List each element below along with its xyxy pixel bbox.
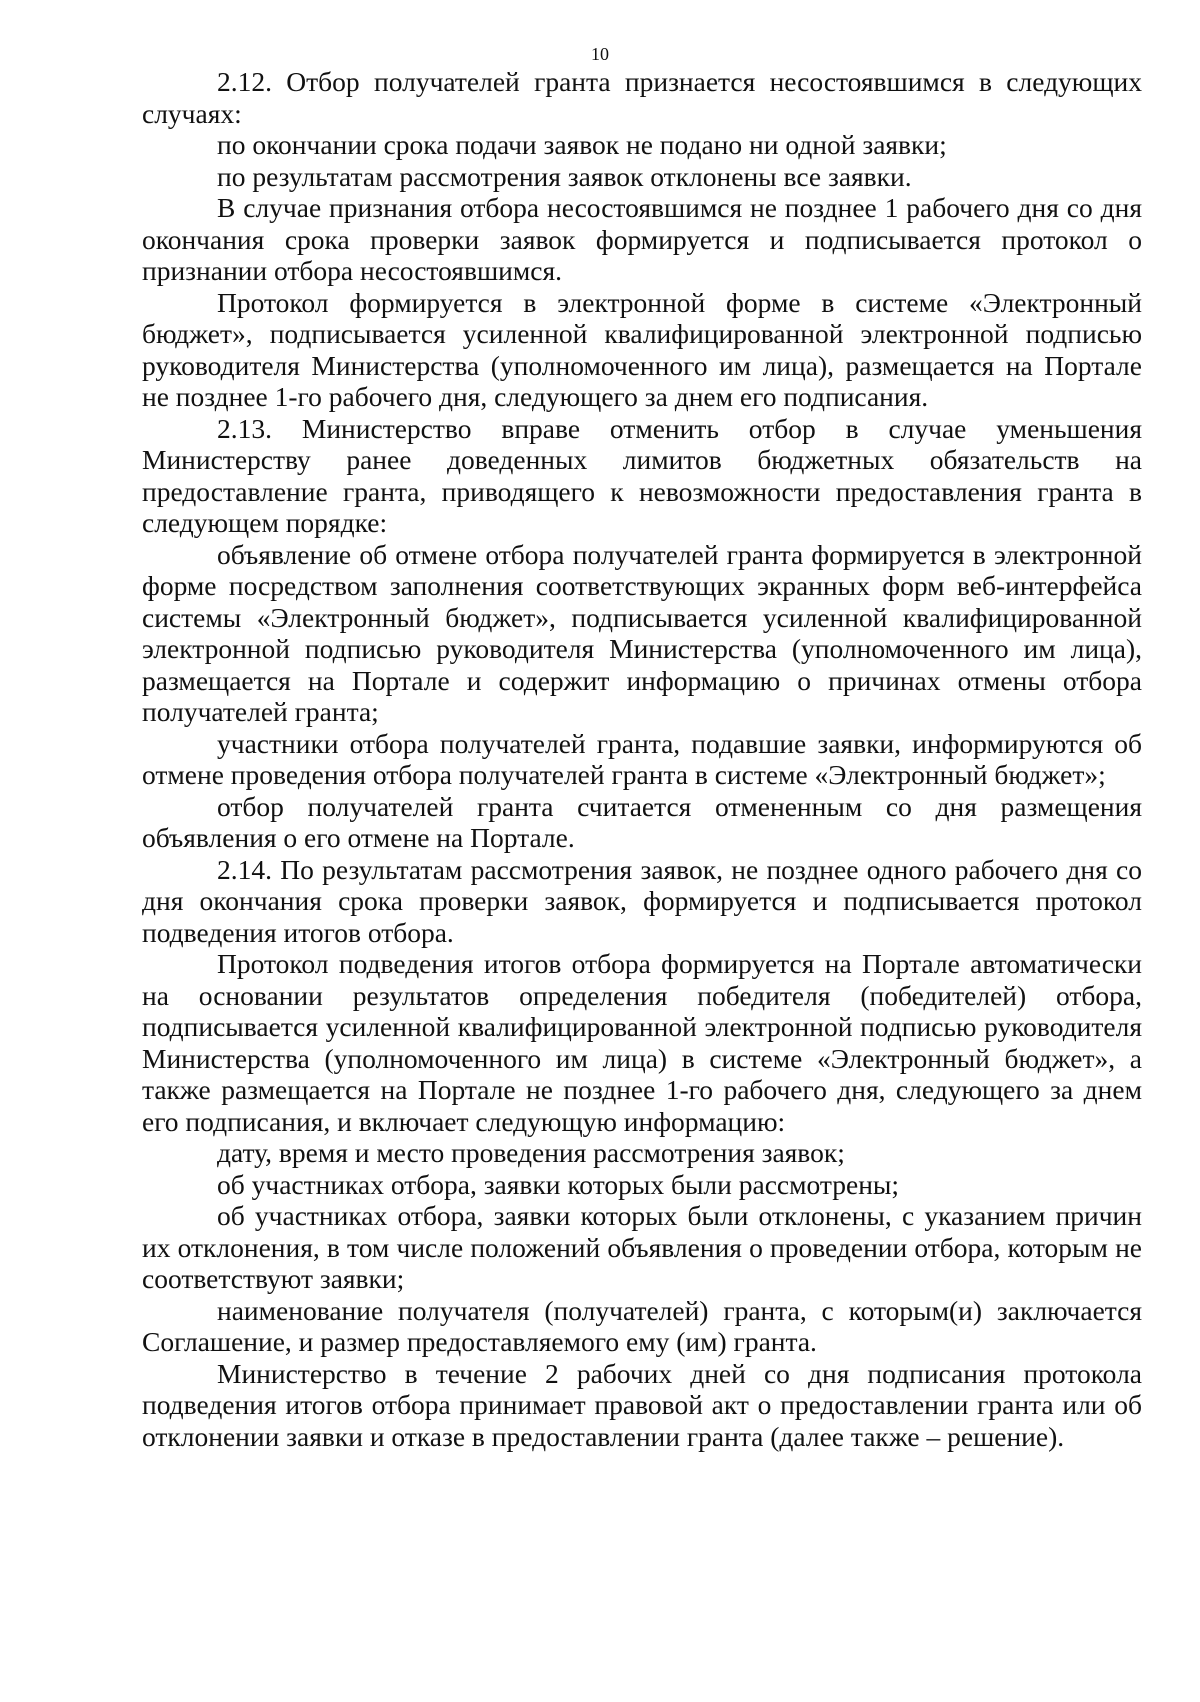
document-body — [142, 66, 1142, 1452]
paragraph-info-date-time: дату, время и место проведения рассмотрения заявок; — [217, 1137, 845, 1168]
paragraph-no-applications: по окончании срока подачи заявок не подано ни одной заявки; — [217, 129, 947, 160]
paragraph-all-rejected: по результатам рассмотрения заявок отклонены все заявки. — [217, 160, 912, 192]
paragraph-info-reviewed: об участниках отбора, заявки которых были рассмотрены; — [217, 1168, 900, 1200]
paragraph-protocol-electronic: Протокол формируется в электронной форме в системе «Электронный бюджет», подписывается усиленной квалифицированной электронной подписью руководителя Министерства (уполномоченного им лица), размещается на Портале не позднее 1-го рабочего дня, следующего за днем его подписания. — [142, 286, 1142, 412]
paragraph-cancel-announcement: объявление об отмене отбора получателей гранта формируется в электронной форме посредством заполнения соответствующих экранных форм веб-интерфейса системы «Электронный бюджет», подписывается усиленной квалифицированной электронной подписью руководителя Министерства (уполномоченного им лица), размещается на Портале и содержит информацию о причинах отмены отбора получателей гранта; — [142, 538, 1142, 727]
paragraph-2-14: 2.14. По результатам рассмотрения заявок, не позднее одного рабочего дня со дня окончания срока проверки заявок, формируется и подписывается протокол подведения итогов отбора. — [142, 853, 1142, 948]
paragraph-2-12: 2.12. Отбор получателей гранта признается несостоявшимся в следующих случаях: — [142, 66, 1142, 129]
paragraph-ministry-decision: Министерство в течение 2 рабочих дней со дня подписания протокола подведения итогов отбора принимает правовой акт о предоставлении гранта или об отклонении заявки и отказе в предоставлении гранта (далее также – решение). — [142, 1357, 1142, 1452]
paragraph-cancel-effective: отбор получателей гранта считается отмененным со дня размещения объявления о его отмене на Портале. — [142, 790, 1142, 853]
paragraph-participants-informed: участники отбора получателей гранта, подавшие заявки, информируются об отмене проведения отбора получателей гранта в системе «Электронный бюджет»; — [142, 727, 1142, 790]
paragraph-info-rejected: об участниках отбора, заявки которых были отклонены, с указанием причин их отклонения, в том числе положений объявления о проведении отбора, которым не соответствуют заявки; — [142, 1200, 1142, 1294]
page-number: 10 — [591, 44, 609, 64]
paragraph-results-protocol: Протокол подведения итогов отбора формируется на Портале автоматически на основании результатов определения победителя (победителей) отбора, подписывается усиленной квалифицированной электронной подписью руководителя Министерства (уполномоченного им лица) в системе «Электронный бюджет», а также размещается на Портале не позднее 1-го рабочего дня, следующего за днем его подписания, и включает следующую информацию: — [142, 948, 1142, 1137]
paragraph-2-13: 2.13. Министерство вправе отменить отбор в случае уменьшения Министерству ранее доведенных лимитов бюджетных обязательств на предоставление гранта, приводящего к невозможности предоставления гранта в следующем порядке: — [142, 412, 1142, 538]
paragraph-failed-selection-protocol: В случае признания отбора несостоявшимся не позднее 1 рабочего дня со дня окончания срока проверки заявок формируется и подписывается протокол о признании отбора несостоявшимся. — [142, 192, 1142, 286]
paragraph-info-recipient: наименование получателя (получателей) гранта, с которым(и) заключается Соглашение, и размер предоставляемого ему (им) гранта. — [142, 1294, 1142, 1357]
